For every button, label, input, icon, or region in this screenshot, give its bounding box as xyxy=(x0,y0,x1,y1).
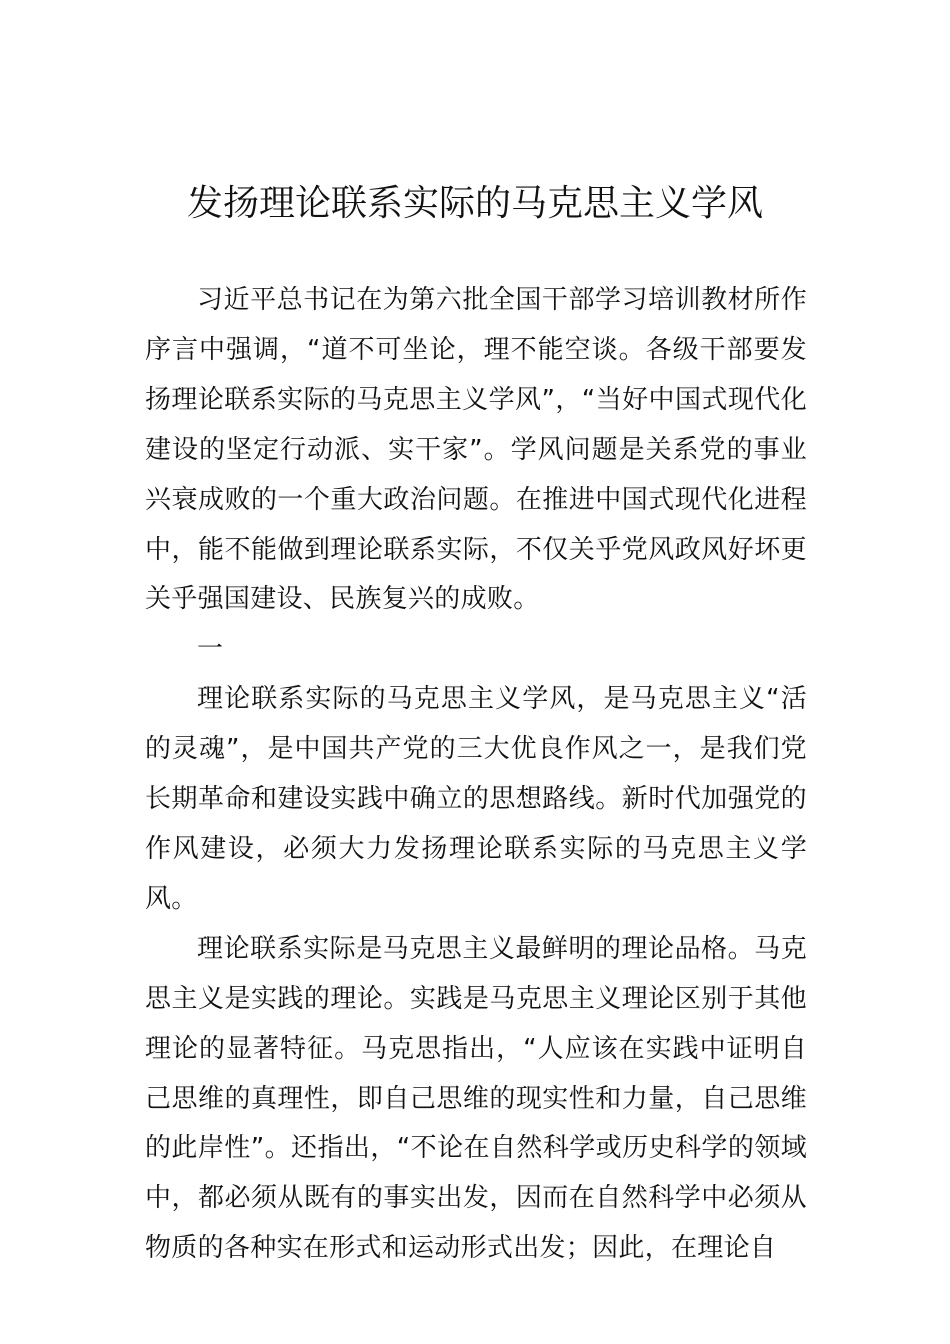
document-body xyxy=(145,276,807,1274)
paragraph-section-1-b: 理论联系实际是马克思主义最鲜明的理论品格。马克思主义是实践的理论。实践是马克思主义理论区别于其他理论的显著特征。马克思指出，“人应该在实践中证明自己思维的真理性，即自己思维的现实性和力量，自己思维的此岸性”。还指出，“不论在自然科学或历史科学的领域中，都必须从既有的事实出发，因而在自然科学中必须从物质的各种实在形式和运动形式出发；因此，在理论自 xyxy=(145,933,807,1264)
paragraph-section-1-a: 理论联系实际的马克思主义学风，是马克思主义“活的灵魂”，是中国共产党的三大优良作风之一，是我们党长期革命和建设实践中确立的思想路线。新时代加强党的作风建设，必须大力发扬理论联系实际的马克思主义学风。 xyxy=(145,684,807,914)
paragraph-intro: 习近平总书记在为第六批全国干部学习培训教材所作序言中强调，“道不可坐论，理不能空谈。各级干部要发扬理论联系实际的马克思主义学风”，“当好中国式现代化建设的坚定行动派、实干家”。学风问题是关系党的事业兴衰成败的一个重大政治问题。在推进中国式现代化进程中，能不能做到理论联系实际，不仅关乎党风政风好坏更关乎强国建设、民族复兴的成败。 xyxy=(145,285,807,615)
section-number: 一 xyxy=(197,634,224,665)
document-title: 发扬理论联系实际的马克思主义学风 xyxy=(186,183,763,224)
